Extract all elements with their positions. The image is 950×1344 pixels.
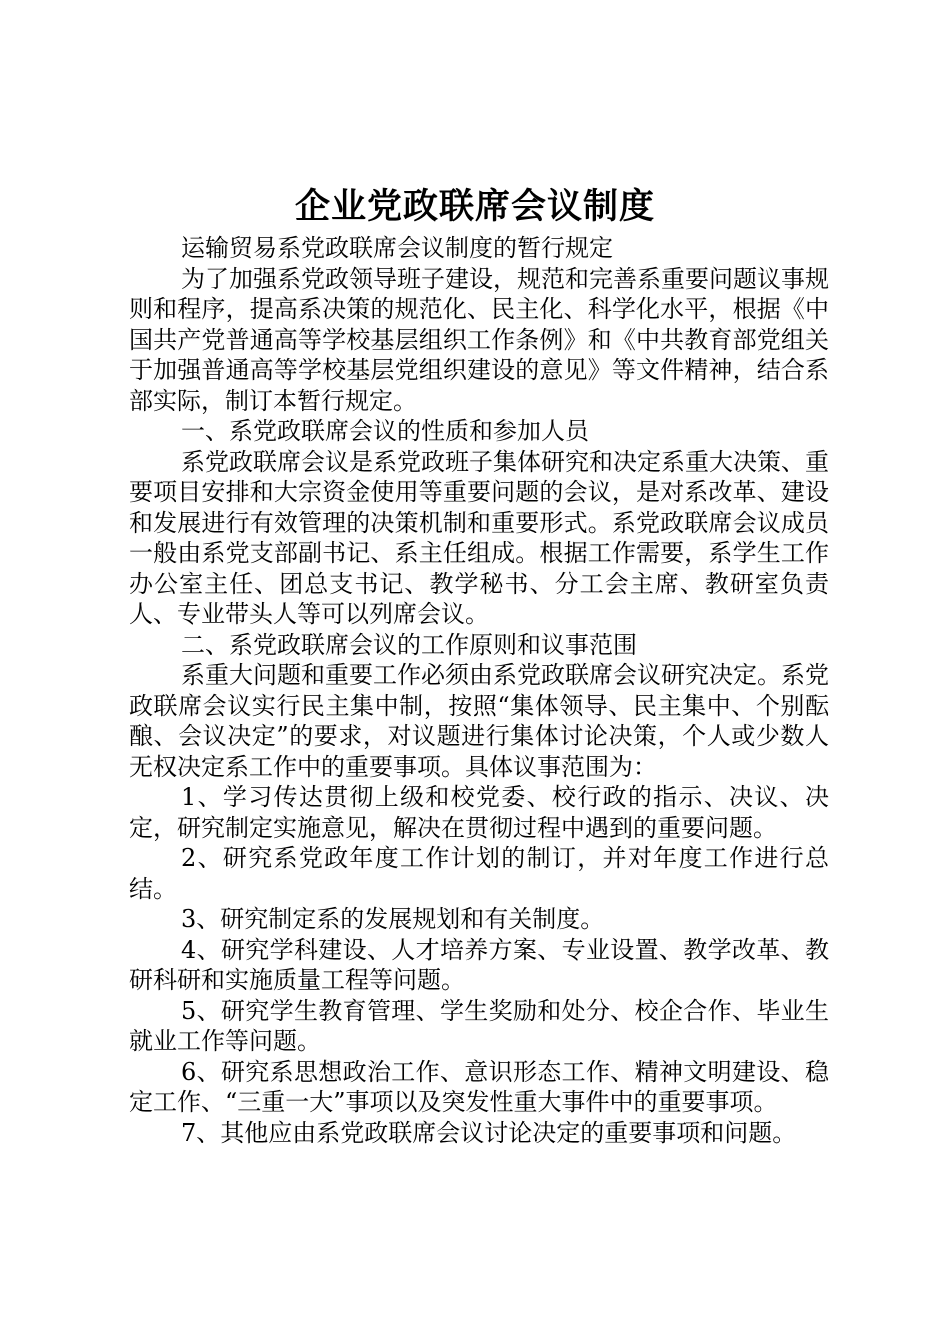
list-item: 4、研究学科建设、人才培养方案、专业设置、教学改革、教研科研和实施质量工程等问题。 <box>129 935 829 994</box>
intro-paragraph: 为了加强系党政领导班子建设，规范和完善系重要问题议事规则和程序，提高系决策的规范化、民主化、科学化水平，根据《中国共产党普通高等学校基层组织工作条例》和《中共教育部党组关于加强普通高等学校基层党组织建设的意见》等文件精神，结合系部实际，制订本暂行规定。 <box>129 264 829 415</box>
document-body <box>129 233 829 1148</box>
section-heading-2: 二、系党政联席会议的工作原则和议事范围 <box>181 630 637 659</box>
document-title: 企业党政联席会议制度 <box>294 187 655 227</box>
list-item: 6、研究系思想政治工作、意识形态工作、精神文明建设、稳定工作、“三重一大”事项以及突发性重大事件中的重要事项。 <box>129 1057 829 1116</box>
subtitle-paragraph: 运输贸易系党政联席会议制度的暂行规定 <box>181 234 613 262</box>
list-item: 3、研究制定系的发展规划和有关制度。 <box>181 905 605 933</box>
list-item: 7、其他应由系党政联席会议讨论决定的重要事项和问题。 <box>181 1118 797 1147</box>
list-item: 2、研究系党政年度工作计划的制订，并对年度工作进行总结。 <box>129 844 829 903</box>
list-item: 1、学习传达贯彻上级和校党委、校行政的指示、决议、决定，研究制定实施意见，解决在贯彻过程中遇到的重要问题。 <box>129 783 829 842</box>
body-paragraph: 系重大问题和重要工作必须由系党政联席会议研究决定。系党政联席会议实行民主集中制，按照“集体领导、民主集中、个别酝酿、会议决定”的要求，对议题进行集体讨论决策，个人或少数人无权决定系工作中的重要事项。具体议事范围为： <box>129 661 829 781</box>
list-item: 5、研究学生教育管理、学生奖励和处分、校企合作、毕业生就业工作等问题。 <box>129 996 829 1055</box>
section-heading-1: 一、系党政联席会议的性质和参加人员 <box>181 417 589 445</box>
body-paragraph: 系党政联席会议是系党政班子集体研究和决定系重大决策、重要项目安排和大宗资金使用等重要问题的会议，是对系改革、建设和发展进行有效管理的决策机制和重要形式。系党政联席会议成员一般由系党支部副书记、系主任组成。根据工作需要，系学生工作办公室主任、团总支书记、教学秘书、分工会主席、教研室负责人、专业带头人等可以列席会议。 <box>129 447 829 628</box>
